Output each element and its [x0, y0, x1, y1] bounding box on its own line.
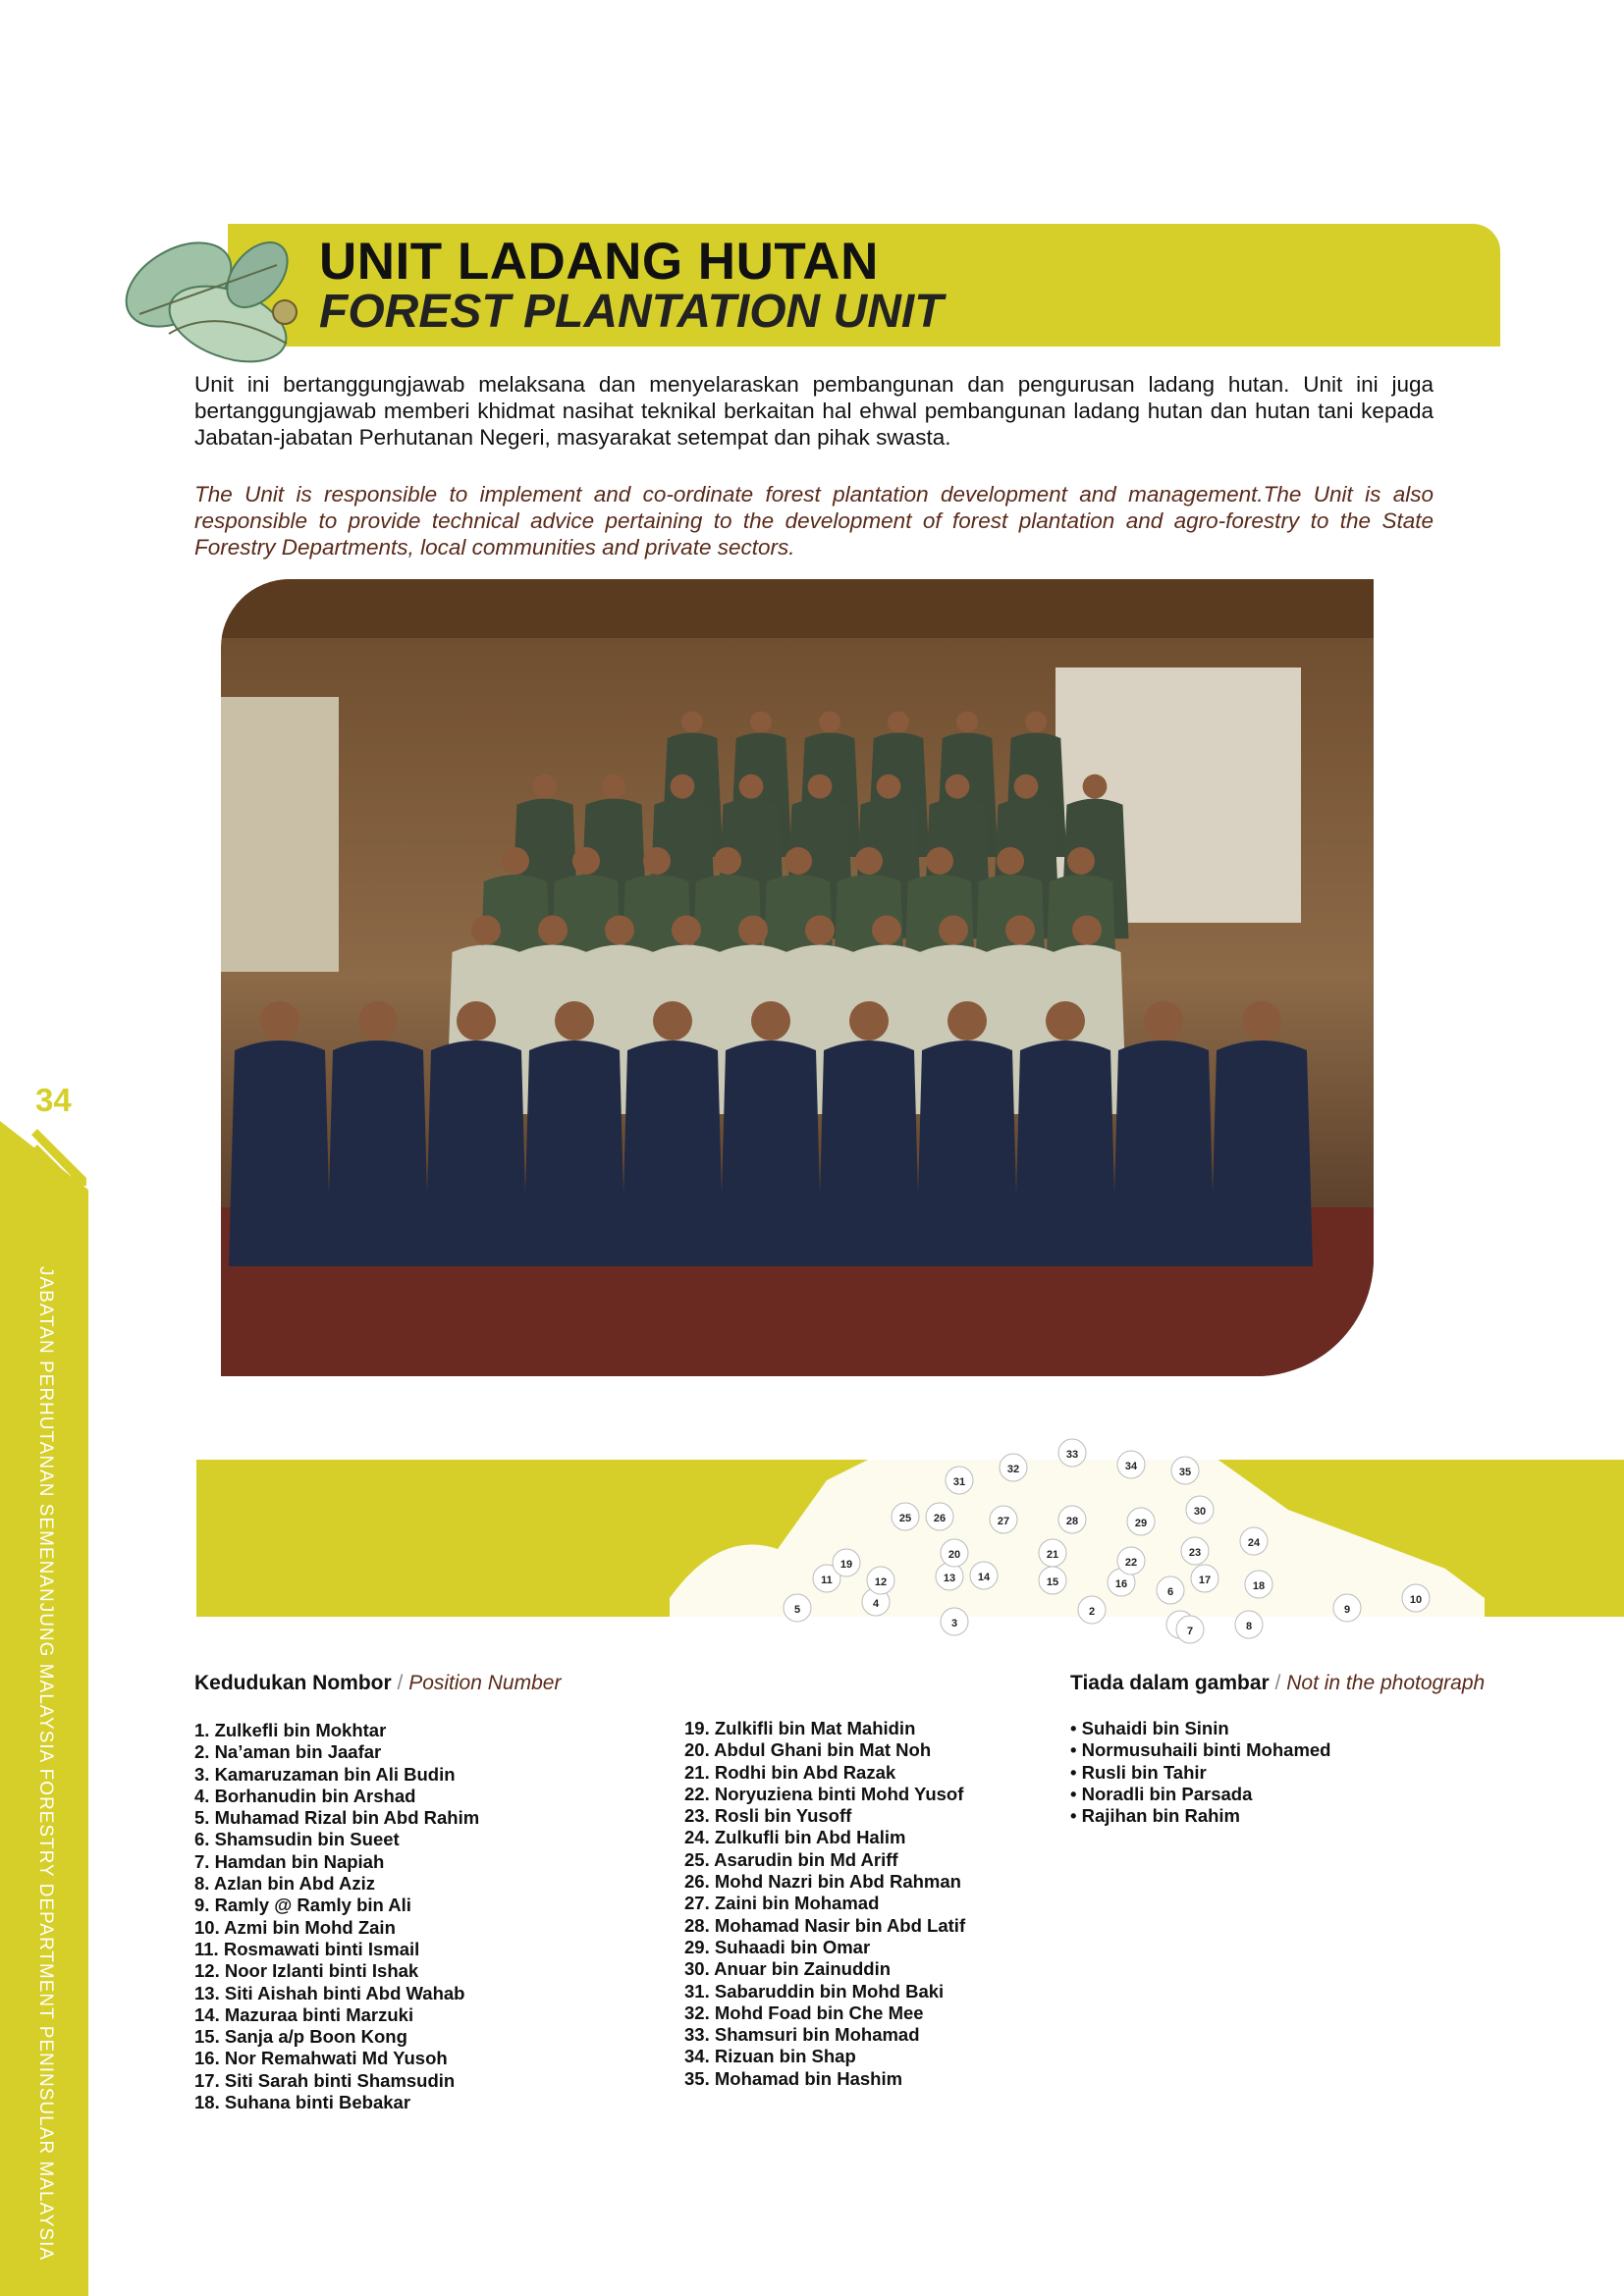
sidebar-text: JABATAN PERHUTANAN SEMENANJUNG MALAYSIA FORESTRY DEPARTMENT PENINSULAR MALAYSIA: [35, 1266, 56, 2262]
list-item: 11. Rosmawati binti Ismail: [194, 1938, 420, 1959]
list-item: 26. Mohd Nazri bin Abd Rahman: [684, 1871, 961, 1893]
positions-list-1: [194, 1720, 479, 2113]
list-item: 6. Shamsudin bin Sueet: [194, 1829, 400, 1850]
key-number: 5: [793, 1604, 801, 1616]
group-photo: [221, 579, 1374, 1376]
page-number: 34: [35, 1082, 72, 1118]
key-number: 21: [1046, 1549, 1059, 1561]
key-number: 12: [874, 1576, 888, 1588]
list-item: • Normusuhaili binti Mohamed: [1070, 1739, 1331, 1761]
key-number: 35: [1178, 1467, 1192, 1478]
list-item: 28. Mohamad Nasir bin Abd Latif: [684, 1914, 966, 1936]
key-number: 2: [1088, 1606, 1096, 1618]
list-item: 23. Rosli bin Yusoff: [684, 1805, 852, 1827]
list-item: • Rajihan bin Rahim: [1070, 1805, 1240, 1827]
key-number: 27: [997, 1516, 1010, 1527]
key-number: 29: [1134, 1518, 1148, 1529]
list-item: 12. Noor Izlanti binti Ishak: [194, 1960, 419, 1982]
list-item: 34. Rizuan bin Shap: [684, 2046, 856, 2067]
list-item: 4. Borhanudin bin Arshad: [194, 1785, 416, 1806]
key-number: 6: [1166, 1586, 1174, 1598]
key-number: 19: [839, 1559, 853, 1571]
list-item: 2. Na’aman bin Jaafar: [194, 1741, 382, 1763]
list-item: 35. Mohamad bin Hashim: [684, 2067, 903, 2089]
key-number: 9: [1343, 1604, 1351, 1616]
list-item: 20. Abdul Ghani bin Mat Noh: [684, 1739, 932, 1761]
list-item: 19. Zulkifli bin Mat Mahidin: [684, 1718, 916, 1738]
key-number: 25: [898, 1513, 912, 1524]
key-number: 30: [1193, 1506, 1207, 1518]
list-item: 15. Sanja a/p Boon Kong: [194, 2026, 407, 2048]
list-item: 32. Mohd Foad bin Che Mee: [684, 2002, 924, 2023]
key-number: 14: [977, 1572, 991, 1583]
list-item: 8. Azlan bin Abd Aziz: [194, 1873, 375, 1895]
key-number: 10: [1409, 1594, 1423, 1606]
key-number: 8: [1245, 1621, 1253, 1632]
key-number: 17: [1198, 1575, 1212, 1586]
list-item: 21. Rodhi bin Abd Razak: [684, 1761, 896, 1783]
key-number: 31: [952, 1476, 966, 1488]
key-number: 4: [872, 1598, 880, 1610]
list-item: 1. Zulkefli bin Mokhtar: [194, 1720, 387, 1740]
list-item: • Noradli bin Parsada: [1070, 1783, 1253, 1804]
list-item: 27. Zaini bin Mohamad: [684, 1893, 880, 1914]
key-number: 33: [1065, 1449, 1079, 1461]
list-item: 3. Kamaruzaman bin Ali Budin: [194, 1763, 456, 1785]
list-item: • Rusli bin Tahir: [1070, 1761, 1207, 1783]
list-item: • Suhaidi bin Sinin: [1070, 1718, 1229, 1738]
page-subtitle: FOREST PLANTATION UNIT: [319, 286, 944, 338]
intro-malay: Unit ini bertanggungjawab melaksana dan menyelaraskan pembangunan dan pengurusan ladang hutan. Unit ini juga bertanggungjawab memberi khidmat nasihat teknikal berkaitan hal ehwal pembangunan ladang hutan dan hutan tani kepada Jabatan-jabatan Perhutanan Negeri, masyarakat setempat dan pihak swasta.: [194, 372, 1434, 450]
key-number: 28: [1065, 1516, 1079, 1527]
page-title: UNIT LADANG HUTAN: [319, 233, 879, 291]
leaf-illustration: [110, 206, 306, 383]
key-number: 32: [1006, 1464, 1020, 1475]
list-item: 5. Muhamad Rizal bin Abd Rahim: [194, 1807, 480, 1829]
list-item: 25. Asarudin bin Md Ariff: [684, 1848, 898, 1870]
list-item: 16. Nor Remahwati Md Yusoh: [194, 2048, 448, 2069]
list-item: 24. Zulkufli bin Abd Halim: [684, 1827, 906, 1848]
intro-english: The Unit is responsible to implement and co-ordinate forest plantation development and management.The Unit is also responsible to provide technical advice pertaining to the development of forest plantation and agro-forestry to the State Forestry Departments, local communities and private sectors.: [194, 482, 1434, 560]
key-number: 26: [933, 1513, 947, 1524]
list-item: 13. Siti Aishah binti Abd Wahab: [194, 1982, 465, 2003]
list-item: 18. Suhana binti Bebakar: [194, 2092, 411, 2113]
list-item: 33. Shamsuri bin Mohamad: [684, 2024, 920, 2046]
list-item: 31. Sabaruddin bin Mohd Baki: [684, 1980, 945, 2002]
list-item: 30. Anuar bin Zainuddin: [684, 1958, 892, 1980]
positions-heading: Kedudukan Nombor / Position Number: [194, 1672, 562, 1694]
list-item: 10. Azmi bin Mohd Zain: [194, 1916, 396, 1938]
list-item: 29. Suhaadi bin Omar: [684, 1936, 871, 1957]
absent-heading: Tiada dalam gambar / Not in the photograph: [1070, 1672, 1486, 1694]
key-number: 23: [1188, 1547, 1202, 1559]
key-number: 15: [1046, 1576, 1059, 1588]
key-number: 18: [1252, 1580, 1266, 1592]
key-number: 13: [943, 1573, 956, 1584]
key-number: 20: [947, 1549, 961, 1561]
absent-list: [1070, 1718, 1331, 1827]
key-number: 34: [1124, 1461, 1138, 1472]
key-number: 3: [950, 1618, 958, 1629]
key-number: 16: [1114, 1578, 1128, 1590]
position-key-diagram: [660, 1362, 1494, 1667]
list-item: 17. Siti Sarah binti Shamsudin: [194, 2069, 456, 2091]
key-number: 11: [821, 1575, 833, 1586]
stripes-decoration: [31, 1129, 86, 1186]
list-item: 14. Mazuraa binti Marzuki: [194, 2003, 414, 2025]
key-number: 22: [1124, 1557, 1138, 1569]
key-number: 24: [1247, 1537, 1261, 1549]
list-item: 9. Ramly @ Ramly bin Ali: [194, 1895, 411, 1916]
key-number: 7: [1186, 1626, 1194, 1637]
positions-list-2: [684, 1718, 965, 2090]
list-item: 7. Hamdan bin Napiah: [194, 1850, 385, 1872]
list-item: 22. Noryuziena binti Mohd Yusof: [684, 1783, 964, 1804]
